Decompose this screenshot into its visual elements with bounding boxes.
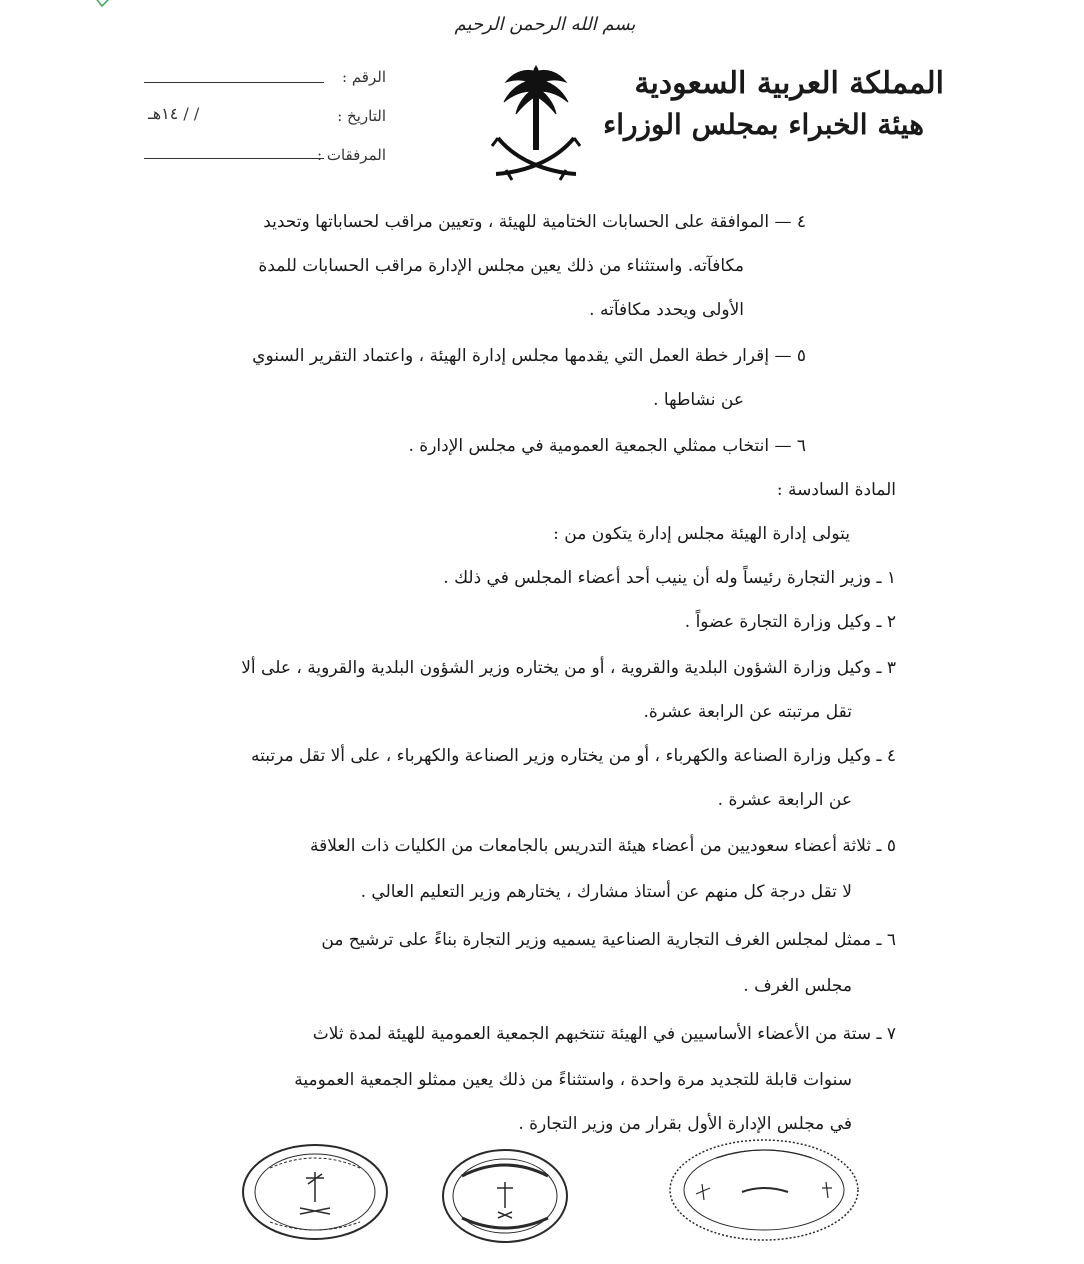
corner-check-icon [92,0,116,10]
article-heading: المادة السادسة : [776,480,896,500]
text-line: يتولى إدارة الهيئة مجلس إدارة يتكون من : [553,524,850,544]
list-item-continuation: في مجلس الإدارة الأول بقرار من وزير التجارة . [518,1114,852,1134]
list-item-continuation: تقل مرتبته عن الرابعة عشرة. [643,702,852,722]
basmala: بسم الله الرحمن الرحيم [454,14,636,35]
list-item: ١ ـ وزير التجارة رئيساً وله أن ينيب أحد أعضاء المجلس في ذلك . [443,568,896,588]
list-item: ٦ ـ ممثل لمجلس الغرف التجارية الصناعية يسميه وزير التجارة بناءً على ترشيح من [321,930,896,950]
text-line: الأولى ويحدد مكافآته . [589,300,744,320]
text-line: ٤ — الموافقة على الحسابات الختامية للهيئة ، وتعيين مراقب لحساباتها وتحديد [263,212,806,232]
text-line: ٥ — إقرار خطة العمل التي يقدمها مجلس إدارة الهيئة ، واعتماد التقرير السنوي [252,346,806,366]
palm-swords-emblem-icon [486,62,586,190]
text-line: عن نشاطها . [653,390,744,410]
list-item: ٤ ـ وكيل وزارة الصناعة والكهرباء ، أو من يختاره وزير الصناعة والكهرباء ، على ألا تقل مرتبته [251,746,896,766]
org-name-line1: المملكة العربية السعودية [634,66,944,101]
list-item-continuation: سنوات قابلة للتجديد مرة واحدة ، واستثناءً من ذلك يعين ممثلو الجمعية العمومية [294,1070,852,1090]
org-name-line2: هيئة الخبراء بمجلس الوزراء [603,108,924,141]
date-label: التاريخ : [337,107,386,125]
stamp-general-secretariat-icon [440,1146,570,1246]
list-item-continuation: عن الرابعة عشرة . [717,790,852,810]
list-item: ٢ ـ وكيل وزارة التجارة عضواً . [684,612,896,632]
list-item: ٧ ـ ستة من الأعضاء الأساسيين في الهيئة تنتخبهم الجمعية العمومية للهيئة لمدة ثلاث [312,1024,896,1044]
attachments-line [144,158,324,159]
reference-line [144,82,324,83]
list-item-continuation: لا تقل درجة كل منهم عن أستاذ مشارك ، يختارهم وزير التعليم العالي . [360,882,852,902]
reference-label: الرقم : [342,68,386,86]
list-item: ٥ ـ ثلاثة أعضاء سعوديين من أعضاء هيئة التدريس بالجامعات من الكليات ذات العلاقة [309,836,896,856]
date-value: / / ١٤هـ [148,104,200,123]
stamp-experts-commission-icon [240,1142,390,1242]
text-line: مكافآته. واستثناء من ذلك يعين مجلس الإدارة مراقب الحسابات للمدة [258,256,744,276]
list-item: ٣ ـ وكيل وزارة الشؤون البلدية والقروية ، أو من يختاره وزير الشؤون البلدية والقروية ، على ألا [241,658,896,678]
attachments-label: المرفقات : [317,146,386,164]
list-item-continuation: مجلس الغرف . [743,976,852,996]
stamp-true-copy-icon [666,1136,862,1244]
text-line: ٦ — انتخاب ممثلي الجمعية العمومية في مجلس الإدارة . [408,436,806,456]
